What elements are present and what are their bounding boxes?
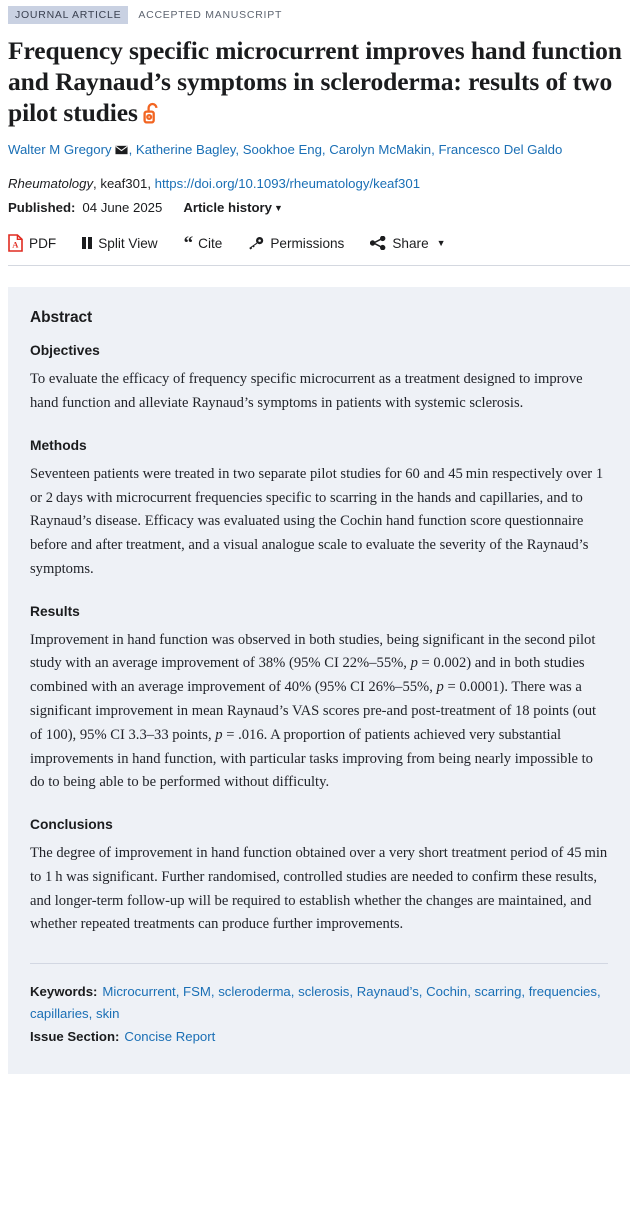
- publication-row: [8, 197, 630, 218]
- chevron-down-icon: ▼: [274, 203, 283, 214]
- article-toolbar: [8, 234, 630, 266]
- article-history-toggle[interactable]: [183, 197, 283, 218]
- results-text-3: = 0.0001). There was a significant improvement in mean Raynaud’s VAS scores pre-and post-treatment of 18 points (out of 100), 95% CI 3.3–33 points,: [30, 679, 597, 743]
- chevron-down-icon: ▼: [436, 238, 446, 249]
- keyword-link[interactable]: frequencies: [528, 984, 597, 1000]
- issue-section-row: [30, 1026, 608, 1048]
- author-separator-4: ,: [431, 141, 435, 157]
- share-label: Share: [392, 235, 429, 251]
- section-heading: Methods: [30, 437, 87, 453]
- keywords-list: Microcurrent, FSM, scleroderma, sclerosis, Raynaud’s, Cochin, scarring, frequencies, capillaries, skin: [30, 984, 601, 1021]
- keyword-link[interactable]: FSM: [183, 984, 211, 1000]
- permissions-label: Permissions: [270, 235, 345, 251]
- key-icon: [248, 236, 264, 250]
- author-item[interactable]: [438, 142, 562, 157]
- keyword-link[interactable]: Raynaud’s: [356, 984, 419, 1000]
- abstract-section-results: [30, 604, 608, 795]
- abstract-section-methods: [30, 438, 608, 582]
- section-text: To evaluate the efficacy of frequency specific microcurrent as a treatment designed to improve hand function and alleviate Raynaud’s symptoms in patients with systemic sclerosis.: [30, 371, 583, 411]
- section-heading: Results: [30, 603, 80, 619]
- keyword-link[interactable]: Microcurrent: [102, 984, 176, 1000]
- article-id: keaf301: [100, 176, 148, 192]
- article-type-badges: [8, 0, 630, 26]
- split-view-label: Split View: [98, 235, 158, 251]
- pdf-icon: [8, 234, 23, 252]
- cite-button[interactable]: [183, 232, 223, 254]
- open-access-lock-icon: [143, 100, 162, 131]
- keyword-link[interactable]: scarring: [474, 984, 522, 1000]
- abstract-heading: Abstract: [30, 309, 93, 327]
- article-history-label: Article history: [183, 200, 273, 216]
- issue-section-link[interactable]: Concise Report: [124, 1029, 216, 1045]
- share-button[interactable]: [370, 236, 445, 251]
- permissions-button[interactable]: [248, 236, 344, 251]
- author-item[interactable]: [8, 142, 112, 157]
- author-link-3[interactable]: Sookhoe Eng: [242, 141, 322, 157]
- author-separator-3: ,: [321, 141, 326, 157]
- split-view-button[interactable]: [82, 236, 157, 251]
- author-link-2[interactable]: Katherine Bagley: [135, 141, 236, 157]
- badge-accepted-manuscript: ACCEPTED MANUSCRIPT: [138, 8, 283, 21]
- section-text: Seventeen patients were treated in two separate pilot studies for 60 and 45 min respectively over 1 or 2 days with microcurrent frequencies specific to scarring in the hands and capillaries, and to Raynaud’s disease. Efficacy was evaluated using the Cochin hand function score questionnaire before and after treatment, and a visual analogue scale to evaluate the severity of the Raynaud’s symptoms.: [30, 465, 604, 577]
- results-text-4: = .016. A proportion of patients achieved very substantial improvements in hand function, with particular tasks improving from being nearly impossible to do to being able to be performed without difficulty.: [30, 726, 593, 791]
- results-italic-p3: p: [215, 726, 223, 743]
- envelope-icon[interactable]: [115, 141, 128, 161]
- section-heading: Objectives: [30, 343, 100, 359]
- results-italic-p2: p: [436, 679, 444, 696]
- keywords-divider: [30, 963, 608, 964]
- published-label: Published:: [8, 200, 76, 216]
- keywords-label: Keywords:: [30, 984, 98, 1000]
- published-date: 04 June 2025: [82, 200, 163, 216]
- author-item[interactable]: [136, 142, 235, 157]
- page-title-text: Frequency specific microcurrent improves hand function and Raynaud’s symptoms in scleroderma: results of two pilot studies: [8, 35, 622, 127]
- page-title: [8, 35, 630, 131]
- author-list: [8, 140, 630, 161]
- badge-journal-article: JOURNAL ARTICLE: [8, 6, 128, 24]
- results-text-2: = 0.002) and in both studies combined with an average improvement of 40% (95% CI 26%–55%,: [30, 655, 585, 696]
- author-item[interactable]: [243, 142, 322, 157]
- abstract-panel: [8, 287, 630, 1074]
- doi-link[interactable]: https://doi.org/10.1093/rheumatology/keaf301: [154, 176, 421, 192]
- svg-text:A: A: [12, 239, 19, 250]
- issue-section-label: Issue Section:: [30, 1029, 120, 1045]
- pdf-label: PDF: [29, 235, 57, 251]
- share-icon: [370, 236, 386, 250]
- author-separator-1: ,: [128, 141, 133, 157]
- abstract-section-conclusions: [30, 817, 608, 937]
- pdf-button[interactable]: [8, 234, 56, 252]
- keyword-link[interactable]: scleroderma: [218, 984, 291, 1000]
- section-heading: Conclusions: [30, 817, 113, 833]
- section-text: The degree of improvement in hand function obtained over a very short treatment period of 45 min to 1 h was significant. Further randomised, controlled studies are needed to confirm these results, and longer-term follow-up will be required to establish whether the changes are maintained, and whether repeated treatments can produce further improvements.: [30, 845, 608, 933]
- author-link-5[interactable]: Francesco Del Galdo: [438, 141, 563, 157]
- cite-label: Cite: [198, 235, 223, 251]
- results-italic-p1: p: [410, 655, 418, 672]
- keyword-link[interactable]: capillaries: [30, 1005, 89, 1021]
- results-text-1: Improvement in hand function was observed in both studies, being significant in the second pilot study with an average improvement of 38% (95% CI 22%–55%,: [30, 631, 596, 672]
- author-link-1[interactable]: Walter M Gregory: [8, 141, 112, 157]
- author-separator-2: ,: [235, 141, 240, 157]
- abstract-section-objectives: [30, 343, 608, 416]
- author-link-4[interactable]: Carolyn McMakin: [329, 141, 432, 157]
- keyword-link[interactable]: skin: [95, 1005, 120, 1021]
- keywords-row: [30, 981, 608, 1024]
- keyword-link[interactable]: sclerosis: [298, 984, 350, 1000]
- journal-name: Rheumatology: [8, 176, 94, 192]
- section-text: [30, 629, 608, 795]
- split-view-icon: [82, 237, 92, 249]
- citation-line: Rheumatology, keaf301, https://doi.org/10.1093/rheumatology/keaf301: [8, 176, 421, 192]
- quote-icon: “: [183, 232, 193, 254]
- keyword-link[interactable]: Cochin: [426, 984, 468, 1000]
- author-item[interactable]: [329, 142, 431, 157]
